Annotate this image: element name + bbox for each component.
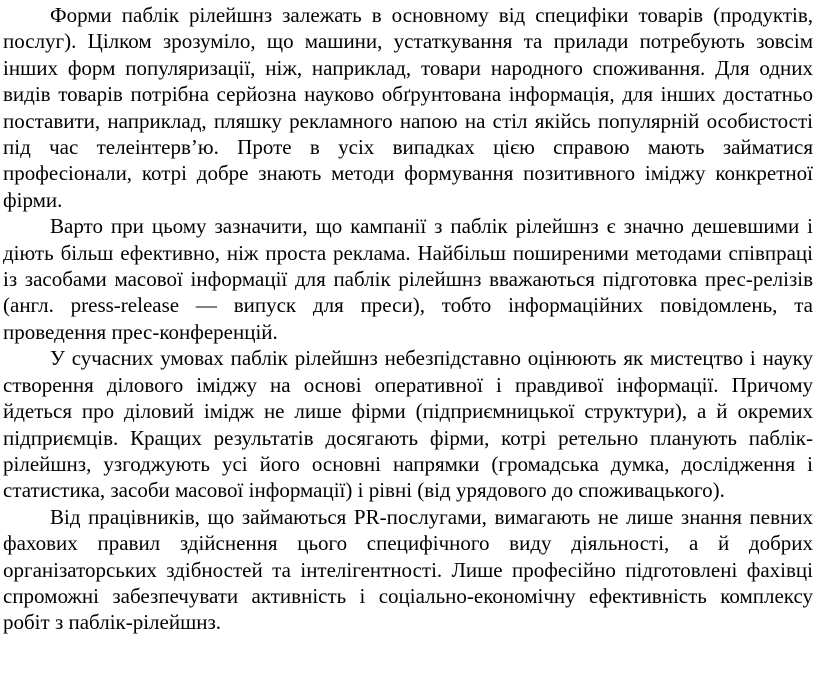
- paragraph-2: Варто при цьому зазначити, що кампанії з паблік рілейшнз є значно дешевшими і діють більш ефективно, ніж проста реклама. Найбільш поширеними методами співпраці із засобами масової інформації для паблік рілейшнз вважаються підготовка прес-релізів (англ. press-release — випуск для преси), тобто інформаційних повідомлень, та проведення прес-конференцій.: [3, 214, 813, 344]
- paragraph-1: Форми паблік рілейшнз залежать в основному від специфіки товарів (продуктів, послуг). Цілком зрозуміло, що машини, устаткування та прилади потребують зовсім інших форм популяризації, ніж, наприклад, товари народного споживання. Для одних видів товарів потрібна серйозна науково обґрунтована інформація, для інших достатньо поставити, наприклад, пляшку рекламного напою на стіл якійсь популярній особистості під час телеінтерв’ю. Проте в усіх випадках цією справою мають займатися професіонали, котрі добре знають методи формування позитивного іміджу конкретної фірми.: [3, 3, 813, 212]
- paragraph-4: Від працівників, що займаються PR-послугами, вимагають не лише знання певних фахових правил здійснення цього специфічного виду діяльності, а й добрих організаторських здібностей та інтелігентності. Лише професійно підготовлені фахівці спроможні забезпечувати активність і соціально-економічну ефективність комплексу робіт з паблік-рілейшнз.: [3, 504, 813, 635]
- paragraph-3: У сучасних умовах паблік рілейшнз небезпідставно оцінюють як мистецтво і науку створення ділового іміджу на основі оперативної і правдивої інформації. Причому йдеться про діловий імідж не лише фірми (підприємницької структури), а й окремих підприємців. Кращих результатів досягають фірми, котрі ретельно планують паблік-рілейшнз, узгоджують усі його основні напрямки (громадська думка, дослідження і статистика, засоби масової інформації) і рівні (від урядового до споживацького).: [3, 346, 813, 503]
